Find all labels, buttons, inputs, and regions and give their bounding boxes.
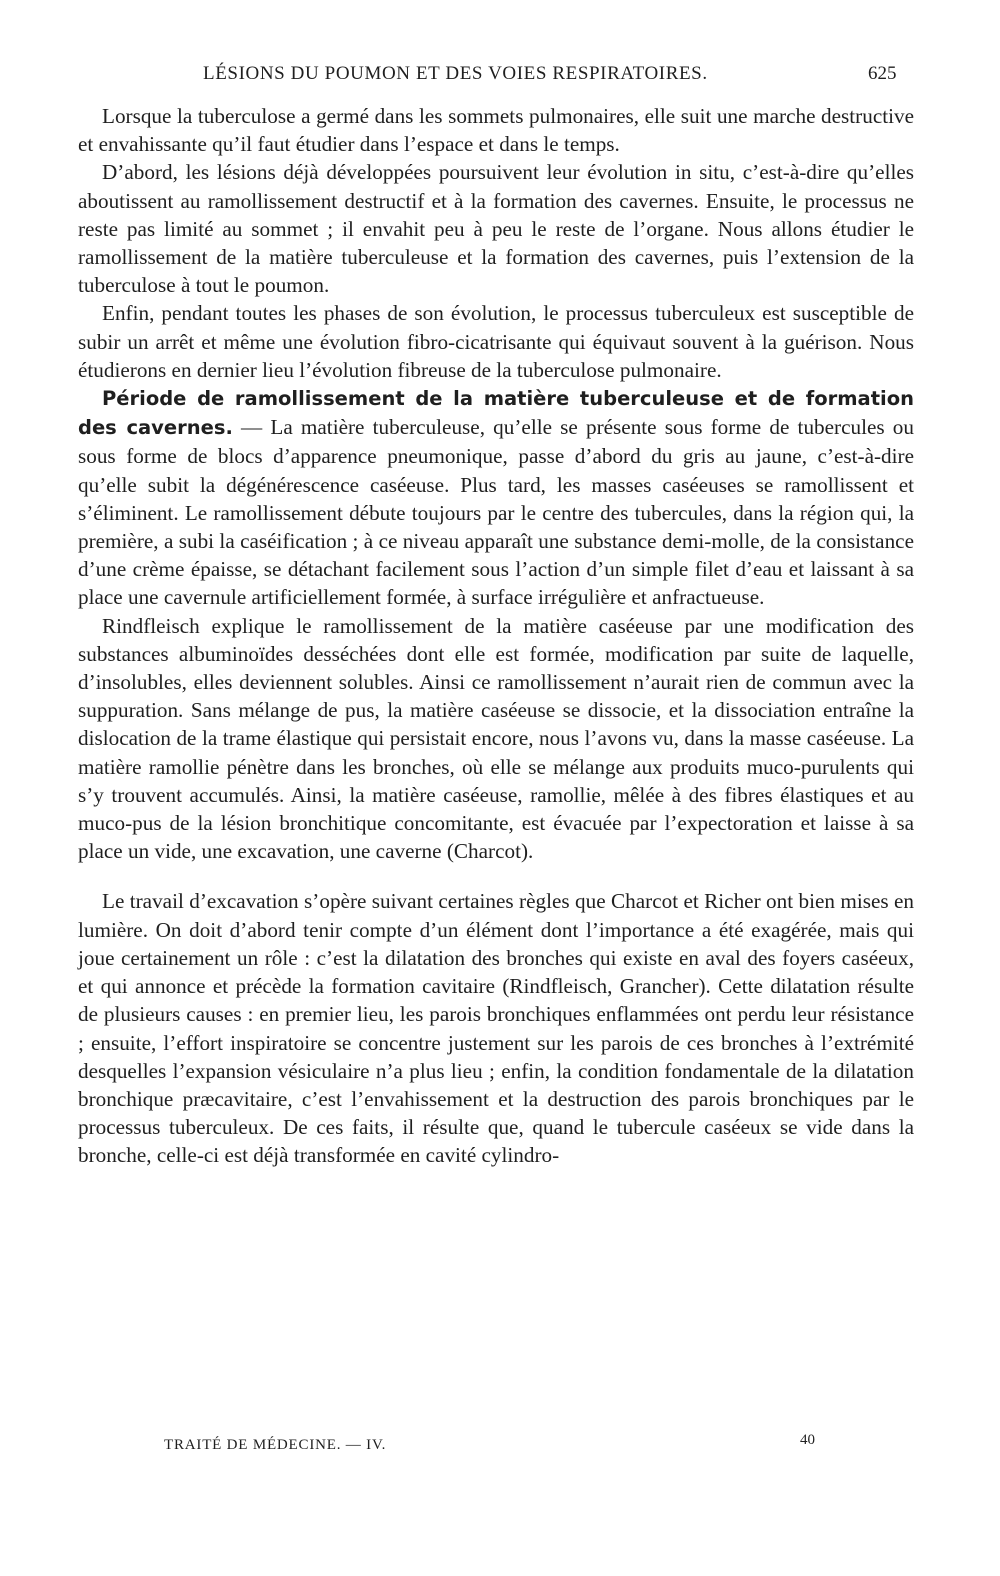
section-heading: Période de ramollissement de la matière tuberculeuse et de formation des cavernes. [78, 387, 914, 440]
paragraph-1: Lorsque la tuberculose a germé dans les sommets pulmonaires, elle suit une marche destructive et envahissante qu’il faut étudier dans l’espace et dans le temps. [78, 104, 914, 157]
signature-mark: 40 [800, 1432, 815, 1448]
paragraph-5: Rindfleisch explique le ramollissement de la matière caséeuse par une modification des substances albuminoïdes desséchées dont elle est formée, modification par suite de laquelle, d’insolubles, elles deviennent solubles. Ainsi ce ramollissement n’aurait rien de commun avec la suppuration. Sans mélange de pus, la matière caséeuse se dissocie, et la dissociation entraîne la dislocation de la trame élastique qui persistait encore, nous l’avons vu, dans la masse caséeuse. La matière ramollie pénètre dans les bronches, où elle se mélange aux produits muco-purulents qui s’y trouvent accumulés. Ainsi, la matière caséeuse, ramollie, mêlée à des fibres élastiques et au muco-pus de la lésion bronchitique concomitante, est évacuée par l’expectoration et laisse à sa place un vide, une excavation, une caverne (Charcot). [78, 613, 914, 864]
page-footer [0, 1432, 1000, 1472]
page-header [0, 63, 1000, 93]
paragraph-2: D’abord, les lésions déjà développées poursuivent leur évolution in situ, c’est-à-dire qu’elles aboutissent au ramollissement destructif et à la formation des cavernes. Ensuite, le processus ne reste pas limité au sommet ; il envahit peu à peu le reste de l’organe. Nous allons étudier le ramollissement de la matière tuberculeuse et la formation des cavernes, puis l’extension de la tuberculose à tout le poumon. [78, 160, 914, 298]
body-text [78, 102, 914, 1170]
paragraph-3: Enfin, pendant toutes les phases de son évolution, le processus tuberculeux est susceptible de subir un arrêt et même une évolution fibro-cicatrisante qui équivaut souvent à la guérison. Nous étudierons en dernier lieu l’évolution fibreuse de la tuberculose pulmonaire. [78, 301, 914, 382]
paragraph-6: Le travail d’excavation s’opère suivant certaines règles que Charcot et Richer ont bien mises en lumière. On doit d’abord tenir compte d’un élément dont l’importance a été exagérée, mais qui joue certainement un rôle : c’est la dilatation des bronches qui existe en aval des foyers caséeux, et qui annonce et précède la formation cavitaire (Rindfleisch, Grancher). Cette dilatation résulte de plusieurs causes : en premier lieu, les parois bronchiques enflammées ont perdu leur résistance ; ensuite, l’effort inspiratoire se concentre justement sur les parois de ces bronches à l’extrémité desquelles l’expansion vésiculaire n’a plus lieu ; enfin, la condition fondamentale de la dilatation bronchique præcavitaire, c’est l’envahissement et la destruction des parois bronchiques par le processus tuberculeux. De ces faits, il résulte que, quand le tubercule caséeux se vide dans la bronche, celle-ci est déjà transformée en cavité cylindro- [78, 889, 914, 1168]
paragraph-4 [78, 384, 914, 612]
footer-title: TRAITÉ DE MÉDECINE. — IV. [164, 1437, 387, 1453]
running-head: LÉSIONS DU POUMON ET DES VOIES RESPIRATOIRES. [203, 63, 708, 84]
page-number: 625 [868, 63, 897, 84]
paragraph-4-text: — La matière tuberculeuse, qu’elle se présente sous forme de tubercules ou sous forme de blocs d’apparence pneumonique, passe d’abord du gris au jaune, c’est-à-dire qu’elle subit la dégénérescence caséeuse. Plus tard, les masses caséeuses se ramollissent et s’éliminent. Le ramollissement débute toujours par le centre des tubercules, dans la région qui, la première, a subi la caséification ; à ce niveau apparaît une substance demi-molle, de la consistance d’une crème épaisse, se détachant facilement sous l’action d’un simple filet d’eau et laissant à sa place une cavernule artificiellement formée, à surface irrégulière et anfractueuse. [78, 415, 914, 610]
